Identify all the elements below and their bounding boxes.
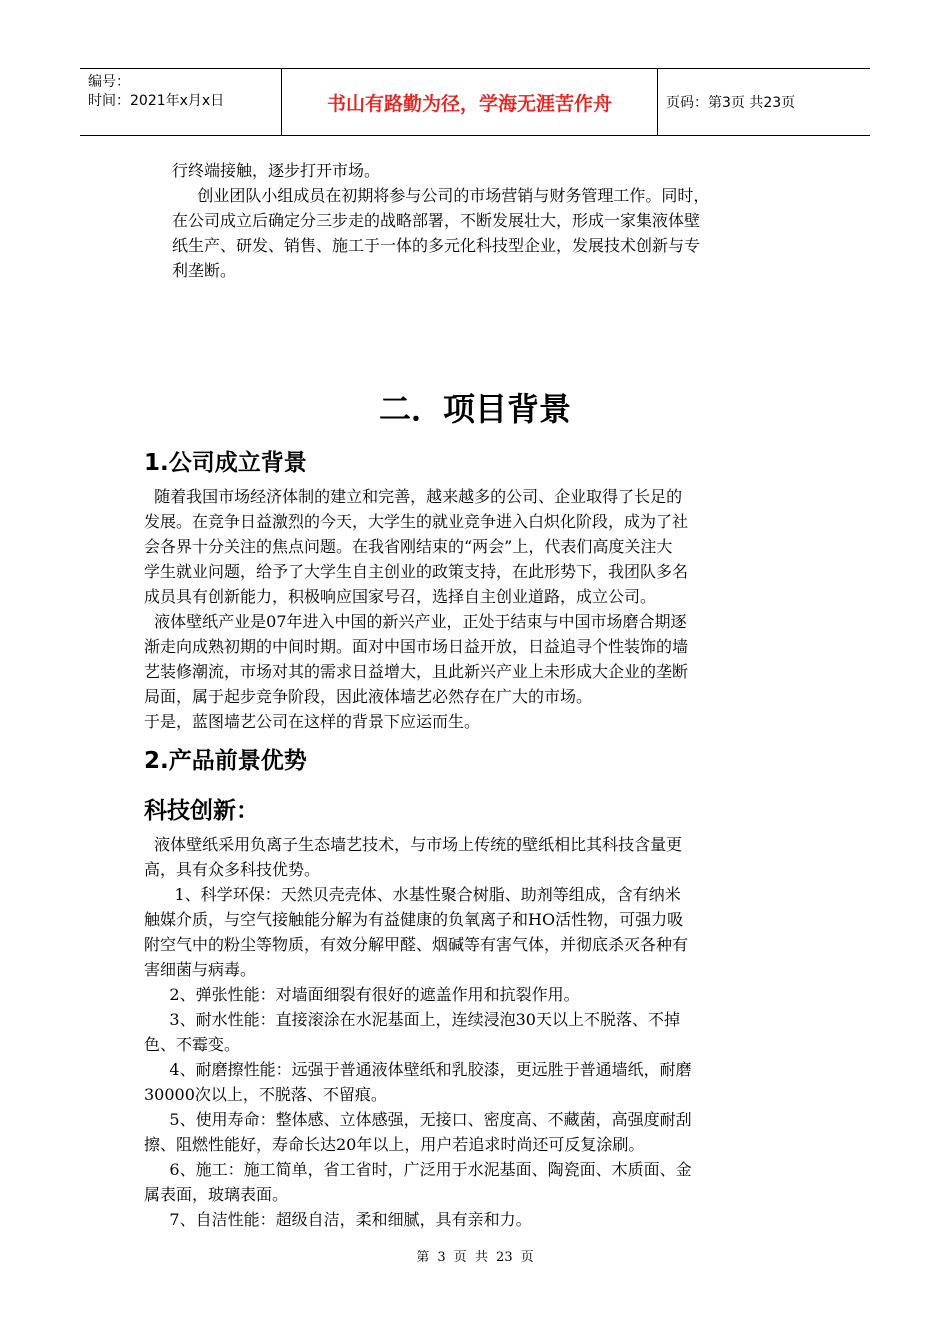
- intro-para-line-1: 创业团队小组成员在初期将参与公司的市场营销与财务管理工作。同时，: [172, 186, 710, 205]
- intro-para-line-4: 利垄断。: [172, 261, 237, 280]
- s2-subtitle: 科技创新：: [144, 798, 259, 824]
- s2-line: 触媒介质，与空气接触能分解为有益健康的负氧离子和HO活性物，可强力吸: [144, 910, 684, 929]
- s2-line: 属表面，玻璃表面。: [144, 1185, 289, 1204]
- s2-line: 5、使用寿命：整体感、立体感强，无接口、密度高、不藏菌，高强度耐刮: [144, 1110, 692, 1129]
- s2-line: 色、不霉变。: [144, 1035, 241, 1054]
- s1-title: 1.公司成立背景: [144, 450, 307, 476]
- s1-line: 发展。在竞争日益激烈的今天，大学生的就业竞争进入白炽化阶段，成为了社: [144, 512, 689, 531]
- time-label: 时间：2021年x月x日: [88, 93, 225, 109]
- number-label: 编号：: [88, 74, 130, 90]
- s1-line: 液体壁纸产业是07年进入中国的新兴产业，正处于结束与中国市场磨合期逐: [144, 612, 687, 631]
- s2-line: 害细菌与病毒。: [144, 960, 257, 979]
- s2-line: 7、自洁性能：超级自洁，柔和细腻，具有亲和力。: [144, 1210, 532, 1229]
- intro-para-line-2: 在公司成立后确定分三步走的战略部署，不断发展壮大，形成一家集液体壁: [172, 211, 701, 230]
- s1-line: 成员具有创新能力，积极响应国家号召，选择自主创业道路，成立公司。: [144, 587, 657, 606]
- s2-line: 6、施工：施工简单，省工省时，广泛用于水泥基面、陶瓷面、木质面、金: [144, 1160, 692, 1179]
- header-motto: 书山有路勤为径，学海无涯苦作舟: [282, 69, 658, 135]
- s2-line: 3、耐水性能：直接滚涂在水泥基面上，连续浸泡30天以上不脱落、不掉: [144, 1010, 680, 1029]
- s2-line: 高，具有众多科技优势。: [144, 860, 321, 879]
- s1-line: 学生就业问题，给予了大学生自主创业的政策支持，在此形势下，我团队多名: [144, 562, 689, 581]
- s2-line: 1、科学环保：天然贝壳壳体、水基性聚合树脂、助剂等组成，含有纳米: [144, 885, 681, 904]
- header-meta: [80, 69, 282, 135]
- intro-para-line-3: 纸生产、研发、销售、施工于一体的多元化科技型企业，发展技术创新与专: [172, 236, 701, 255]
- s1-line: 局面，属于起步竞争阶段，因此液体墙艺必然存在广大的市场。: [144, 687, 593, 706]
- s1-line: 艺装修潮流，市场对其的需求日益增大，且此新兴产业上未形成大企业的垄断: [144, 662, 689, 681]
- s2-line: 附空气中的粉尘等物质，有效分解甲醛、烟碱等有害气体，并彻底杀灭各种有: [144, 935, 689, 954]
- header-page-code: 页码：第3页 共23页: [666, 95, 796, 111]
- section-title: 二．项目背景: [378, 390, 571, 428]
- s1-line: 随着我国市场经济体制的建立和完善，越来越多的公司、企业取得了长足的: [144, 487, 683, 506]
- s1-line: 会各界十分关注的焦点问题。在我省刚结束的“两会”上，代表们高度关注大: [144, 537, 673, 556]
- intro-line: 行终端接触，逐步打开市场。: [172, 161, 381, 180]
- s2-line: 30000次以上，不脱落、不留痕。: [144, 1085, 387, 1104]
- s2-line: 4、耐磨擦性能：远强于普通液体壁纸和乳胶漆，更远胜于普通墙纸，耐磨: [144, 1060, 692, 1079]
- s2-line: 液体壁纸采用负离子生态墙艺技术，与市场上传统的壁纸相比其科技含量更: [144, 835, 683, 854]
- page-header: [80, 68, 870, 136]
- s1-line: 渐走向成熟初期的中间时期。面对中国市场日益开放，日益追寻个性装饰的墙: [144, 637, 689, 656]
- page-footer: 第 3 页 共 23 页: [416, 1250, 534, 1265]
- s2-line: 2、弹张性能：对墙面细裂有很好的遮盖作用和抗裂作用。: [144, 985, 580, 1004]
- s2-title: 2.产品前景优势: [144, 748, 307, 774]
- s1-line: 于是，蓝图墙艺公司在这样的背景下应运而生。: [144, 712, 481, 731]
- s2-line: 擦、阻燃性能好，寿命长达20年以上，用户若追求时尚还可反复涂刷。: [144, 1135, 645, 1154]
